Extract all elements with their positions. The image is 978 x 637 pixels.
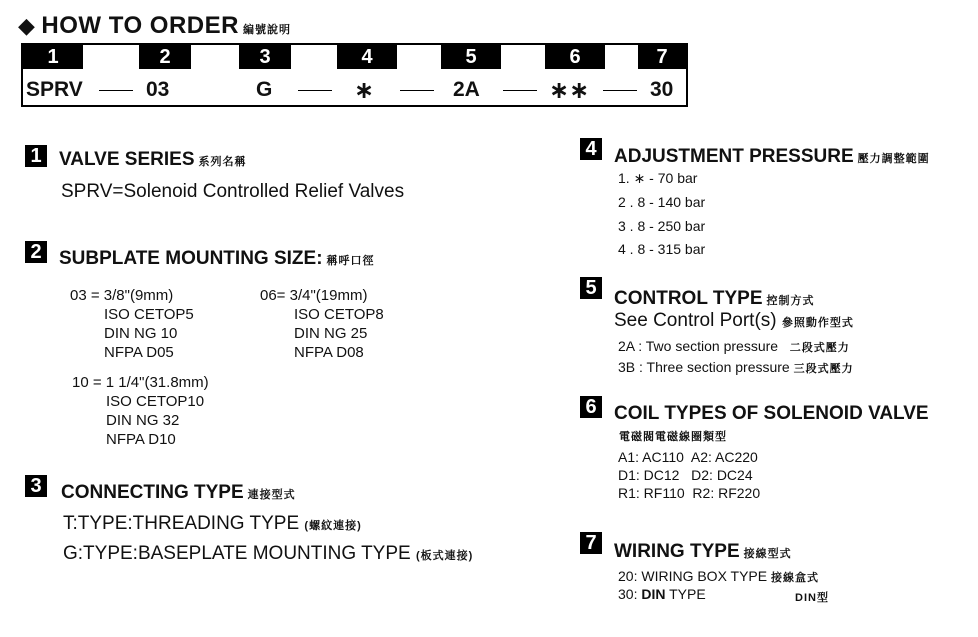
section-title-1-text: VALVE SERIES [59, 149, 195, 170]
diamond-icon: ◆ [18, 13, 36, 38]
order-num-3: 3 [239, 45, 291, 69]
section-title-5-text: CONTROL TYPE [614, 288, 763, 309]
control-2a-text: 2A : Two section pressure [618, 338, 779, 354]
order-num-7: 7 [638, 45, 686, 69]
section-title-5-cn: 控制方式 [766, 295, 815, 307]
order-code-7: 30 [650, 78, 674, 101]
order-code-3: G [256, 78, 273, 101]
wiring-20 [618, 568, 819, 585]
connect-threading [63, 513, 362, 535]
section-title-1-cn: 系列名稱 [198, 156, 247, 168]
order-code-2: 03 [146, 78, 170, 101]
control-subtitle-cn: 參照動作型式 [781, 317, 854, 329]
section-title-5 [614, 288, 815, 310]
coil-ac: A1: AC110 A2: AC220 [618, 449, 758, 465]
section-title-4-text: ADJUSTMENT PRESSURE [614, 146, 854, 167]
wiring-30-cn: DIN型 [795, 592, 829, 604]
section-badge-6: 6 [580, 396, 602, 418]
coil-dc: D1: DC12 D2: DC24 [618, 467, 753, 483]
control-3b [618, 359, 854, 376]
order-code-header [23, 45, 686, 69]
order-code-5: 2A [453, 78, 480, 101]
order-code-table [21, 43, 688, 107]
order-code-6: ∗∗ [549, 77, 590, 104]
dash-separator [298, 90, 332, 91]
section-title-3-text: CONNECTING TYPE [61, 482, 244, 503]
size-06-din: DIN NG 25 [294, 325, 368, 342]
control-3b-cn: 三段式壓力 [793, 363, 854, 375]
wiring-30-pre: 30: [618, 586, 642, 602]
section-title-4-cn: 壓力調整範圍 [857, 153, 930, 165]
order-code-4: ∗ [354, 77, 375, 104]
control-3b-text: 3B : Three section pressure [618, 359, 790, 375]
section-title-2 [59, 248, 375, 270]
pressure-1: 1. ∗ - 70 bar [618, 170, 698, 186]
size-10-iso: ISO CETOP10 [106, 393, 205, 410]
section-title-7-text: WIRING TYPE [614, 541, 740, 562]
section-title-7 [614, 541, 792, 563]
size-03-nfpa: NFPA D05 [104, 344, 174, 361]
page-title-text: HOW TO ORDER [41, 12, 239, 39]
section-title-3 [61, 482, 296, 504]
section-title-2-text: SUBPLATE MOUNTING SIZE: [59, 248, 323, 269]
order-num-1: 1 [23, 45, 83, 69]
wiring-30 [618, 586, 706, 602]
size-10-din: DIN NG 32 [106, 412, 180, 429]
section-title-6-cn: 電磁閥電磁線圈類型 [619, 431, 727, 443]
control-subtitle [614, 310, 854, 332]
size-03-iso: ISO CETOP5 [104, 306, 194, 323]
page-title [18, 12, 291, 40]
wiring-30-post: TYPE [665, 586, 706, 602]
section-badge-5: 5 [580, 277, 602, 299]
order-num-6: 6 [545, 45, 605, 69]
order-num-4: 4 [337, 45, 397, 69]
dash-separator [400, 90, 434, 91]
section-badge-2: 2 [25, 241, 47, 263]
dash-separator [503, 90, 537, 91]
dash-separator [603, 90, 637, 91]
section-badge-4: 4 [580, 138, 602, 160]
order-num-5: 5 [441, 45, 501, 69]
control-2a [618, 338, 850, 355]
pressure-4: 4 . 8 - 315 bar [618, 241, 706, 257]
page-title-cn: 編號說明 [242, 24, 291, 36]
section-title-1 [59, 149, 247, 171]
control-2a-cn: 二段式壓力 [789, 342, 850, 354]
valve-series-desc: SPRV=Solenoid Controlled Relief Valves [61, 181, 405, 202]
connect-threading-text: T:TYPE:THREADING TYPE [63, 513, 300, 534]
connect-threading-cn: (螺紋連接) [304, 520, 362, 532]
section-badge-3: 3 [25, 475, 47, 497]
section-badge-1: 1 [25, 145, 47, 167]
pressure-3: 3 . 8 - 250 bar [618, 218, 706, 234]
coil-rf: R1: RF110 R2: RF220 [618, 485, 761, 501]
dash-separator [99, 90, 133, 91]
section-title-4 [614, 146, 930, 168]
section-title-7-cn: 接線型式 [743, 548, 792, 560]
order-code-1: SPRV [26, 78, 83, 101]
control-subtitle-text: See Control Port(s) [614, 310, 777, 331]
size-06-line: 06= 3/4"(19mm) [260, 287, 368, 304]
size-10-line: 10 = 1 1/4"(31.8mm) [72, 374, 209, 391]
section-title-2-cn: 稱呼口徑 [326, 255, 375, 267]
order-num-2: 2 [139, 45, 191, 69]
size-03-din: DIN NG 10 [104, 325, 178, 342]
wiring-30-din: DIN [641, 586, 666, 602]
size-06-nfpa: NFPA D08 [294, 344, 364, 361]
section-title-3-cn: 連接型式 [247, 489, 296, 501]
connect-baseplate [63, 543, 473, 565]
wiring-20-text: 20: WIRING BOX TYPE [618, 568, 768, 584]
pressure-2: 2 . 8 - 140 bar [618, 194, 706, 210]
size-03-line: 03 = 3/8"(9mm) [70, 287, 174, 304]
section-badge-7: 7 [580, 532, 602, 554]
section-title-6: COIL TYPES OF SOLENOID VALVE [614, 403, 929, 424]
wiring-20-cn: 接線盒式 [771, 572, 820, 584]
connect-baseplate-text: G:TYPE:BASEPLATE MOUNTING TYPE [63, 543, 411, 564]
size-06-iso: ISO CETOP8 [294, 306, 384, 323]
size-10-nfpa: NFPA D10 [106, 431, 176, 448]
connect-baseplate-cn: (板式連接) [416, 550, 474, 562]
